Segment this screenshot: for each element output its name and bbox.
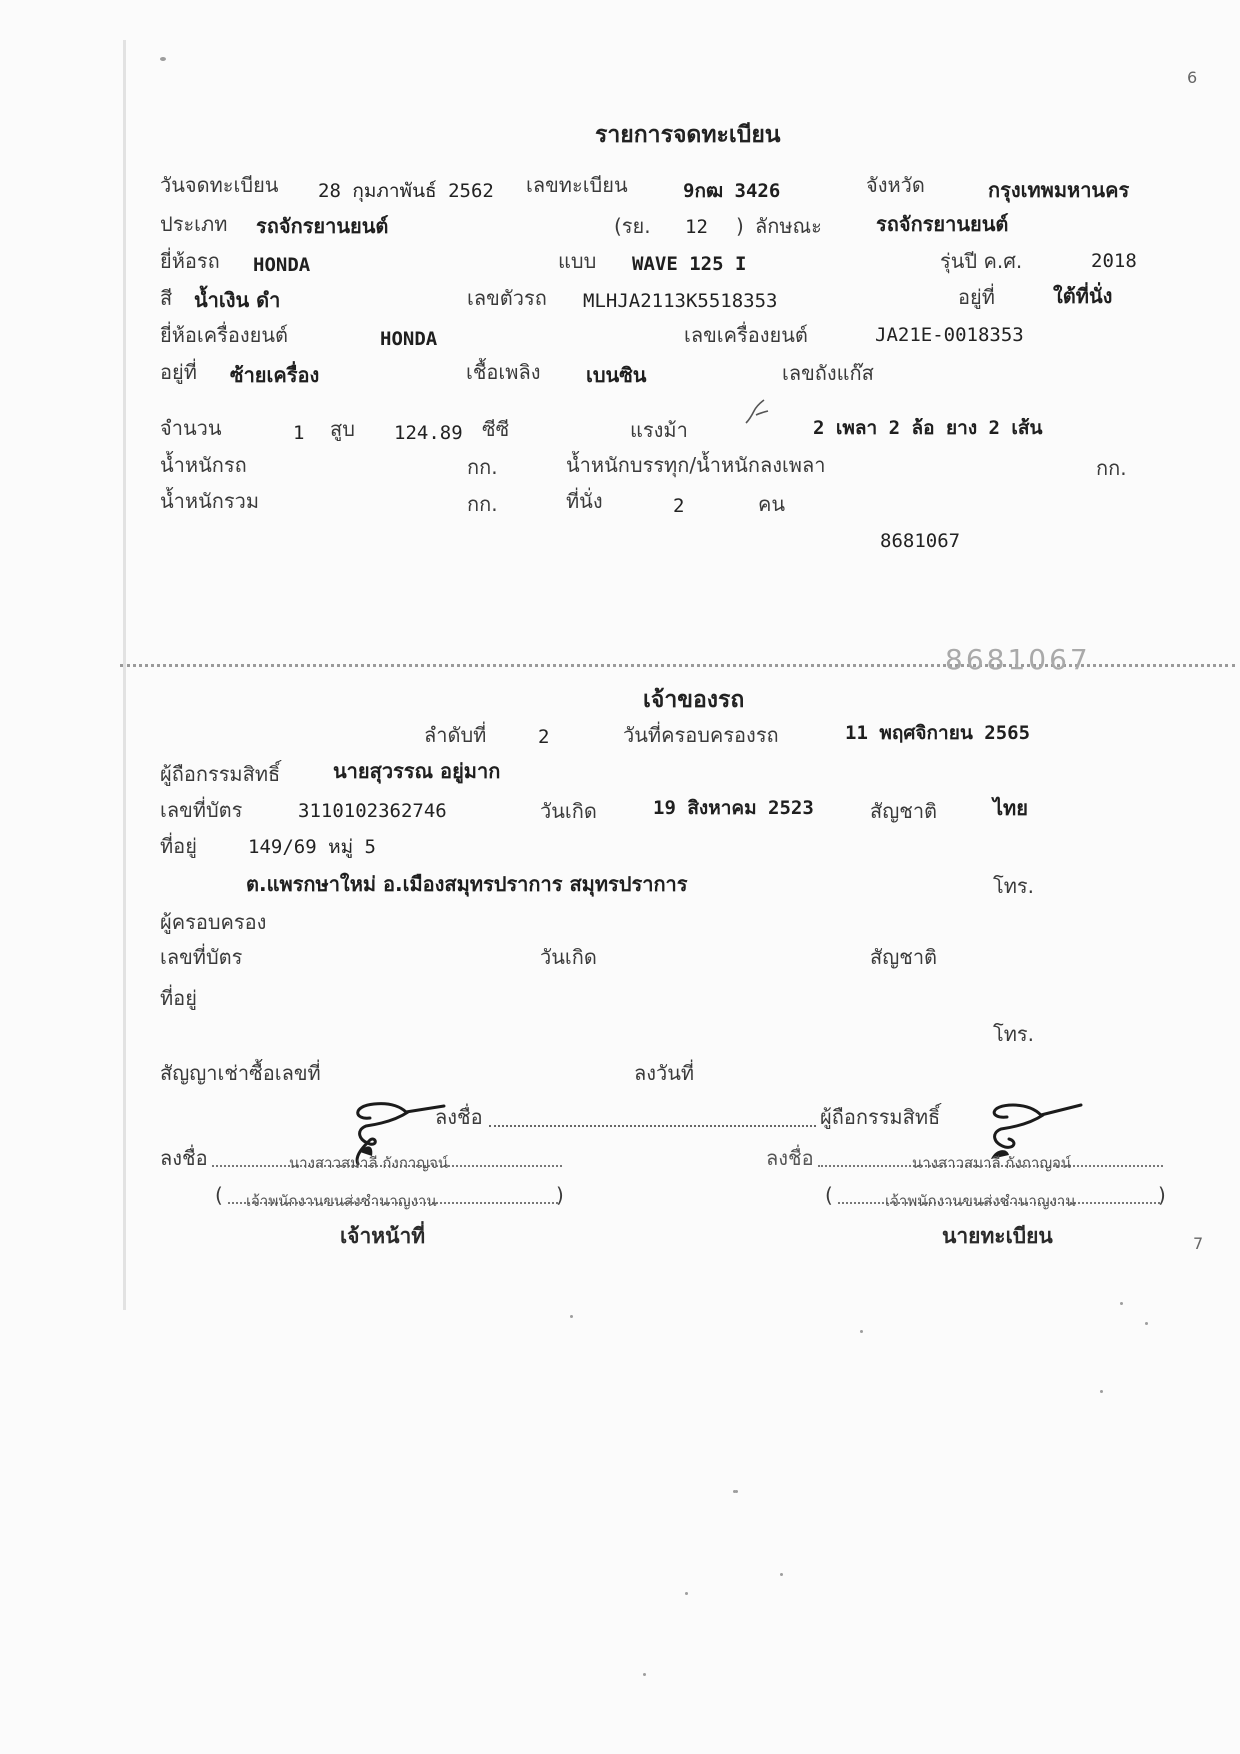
sequence-label: ลำดับที่	[424, 723, 487, 747]
cc-unit: ซีซี	[482, 417, 510, 441]
hire-purchase-label: สัญญาเช่าซื้อเลขที่	[160, 1061, 321, 1085]
plate-label: เลขทะเบียน	[526, 173, 628, 197]
reg-date-value: 28 กุมภาพันธ์ 2562	[318, 180, 494, 202]
gas-tank-label: เลขถังแก๊ส	[782, 361, 874, 385]
seats-unit: คน	[758, 492, 786, 516]
holder-role-label: ผู้ถือกรรมสิทธิ์	[820, 1105, 941, 1129]
fuel-value: เบนซิน	[586, 363, 647, 387]
serial-stamp: 8681067	[945, 643, 1091, 676]
left-sign-label: ลงชื่อ	[160, 1146, 208, 1170]
nationality-label: สัญชาติ	[870, 799, 938, 823]
engine-number-value: JA21E-0018353	[875, 324, 1024, 346]
province-label: จังหวัด	[866, 173, 925, 197]
owner-title: เจ้าของรถ	[643, 687, 745, 713]
possessor-nationality-label: สัญชาติ	[870, 945, 938, 969]
color-value: น้ำเงิน ดำ	[194, 288, 281, 312]
model-label: แบบ	[558, 249, 597, 273]
chassis-location-value: ใต้ที่นั่ง	[1053, 284, 1113, 308]
sequence-value: 2	[538, 726, 550, 748]
contract-date-label: ลงวันที่	[634, 1061, 695, 1085]
possessor-address-label: ที่อยู่	[160, 986, 197, 1010]
count-label: จำนวน	[160, 416, 222, 440]
address-label: ที่อยู่	[160, 834, 197, 858]
engine-brand-label: ยี่ห้อเครื่องยนต์	[160, 323, 289, 347]
kg-unit-2: กก.	[1096, 456, 1127, 480]
scan-speck	[643, 1673, 646, 1676]
plate-value: 9กฒ 3426	[683, 180, 781, 202]
page-number-top: 6	[1187, 68, 1198, 87]
possession-date-value: 11 พฤศจิกายน 2565	[845, 722, 1031, 744]
right-officer-name: นางสาวสมาลี กังกาญจน์	[912, 1154, 1072, 1172]
scan-speck	[733, 1490, 736, 1493]
vehicle-weight-label: น้ำหนักรถ	[160, 453, 247, 477]
right-paren-close: )	[1158, 1183, 1166, 1207]
left-paren-close: )	[556, 1183, 564, 1207]
brand-label: ยี่ห้อรถ	[160, 249, 220, 273]
fuel-label: เชื้อเพลิง	[466, 360, 541, 384]
right-paren-open: (	[825, 1183, 833, 1207]
cc-value: 124.89	[394, 422, 463, 444]
registration-title: รายการจดทะเบียน	[595, 122, 781, 148]
possessor-phone-label: โทร.	[993, 1022, 1035, 1046]
possessor-birth-label: วันเกิด	[540, 945, 597, 969]
nationality-value: ไทย	[993, 796, 1028, 820]
ry-number: 12	[685, 216, 708, 238]
right-officer-title: นายทะเบียน	[942, 1224, 1053, 1248]
cylinders-value: 1	[293, 422, 305, 444]
type-value: รถจักรยานยนต์	[256, 214, 389, 238]
province-value: กรุงเทพมหานคร	[988, 178, 1130, 202]
engine-brand-value: HONDA	[380, 328, 438, 350]
left-officer-role: เจ้าพนักงานขนส่งชำนาญงาน	[246, 1192, 437, 1210]
page-number-bottom: 7	[1193, 1234, 1204, 1253]
reg-date-label: วันจดทะเบียน	[160, 173, 279, 197]
left-paren-open: (	[215, 1183, 223, 1207]
horsepower-label: แรงม้า	[630, 418, 688, 442]
id-card-value: 3110102362746	[298, 800, 447, 822]
possessor-id-label: เลขที่บัตร	[160, 945, 243, 969]
model-value: WAVE 125 I	[632, 253, 747, 275]
holder-label: ผู้ถือกรรมสิทธิ์	[160, 762, 281, 786]
cylinder-unit: สูบ	[330, 417, 355, 441]
right-officer-role: เจ้าพนักงานขนส่งชำนาญงาน	[885, 1192, 1076, 1210]
chassis-value: MLHJA2113K5518353	[583, 290, 778, 312]
engine-number-label: เลขเครื่องยนต์	[684, 323, 808, 347]
phone-label: โทร.	[993, 874, 1035, 898]
pen-scribble-mark	[742, 397, 772, 427]
possession-date-label: วันที่ครอบครองรถ	[623, 723, 779, 747]
holder-sign-label: ลงชื่อ	[435, 1105, 483, 1129]
brand-value: HONDA	[253, 254, 311, 276]
left-officer-name: นางสาวสมาลี กังกาญจน์	[289, 1154, 449, 1172]
birth-date-value: 19 สิงหาคม 2523	[653, 797, 814, 819]
scan-speck	[570, 1315, 573, 1318]
scan-speck	[1145, 1322, 1148, 1325]
ry-close: )	[736, 214, 744, 238]
seats-label: ที่นั่ง	[566, 489, 603, 513]
kg-unit-1: กก.	[467, 455, 498, 479]
engine-location-value: ซ้ายเครื่อง	[230, 363, 320, 387]
scan-speck	[1100, 1390, 1103, 1393]
page-edge-line	[123, 40, 126, 1310]
scan-speck	[685, 1592, 688, 1595]
serial-number: 8681067	[880, 530, 961, 552]
characteristic-value: รถจักรยานยนต์	[876, 212, 1009, 236]
right-sign-label: ลงชื่อ	[766, 1146, 814, 1170]
chassis-label: เลขตัวรถ	[467, 286, 547, 310]
load-weight-label: น้ำหนักบรรทุก/น้ำหนักลงเพลา	[566, 453, 826, 477]
ry-open: (รย.	[614, 214, 651, 238]
gross-weight-label: น้ำหนักรวม	[160, 489, 260, 513]
characteristic-label: ลักษณะ	[755, 214, 822, 238]
scan-speck	[1120, 1302, 1123, 1305]
color-label: สี	[160, 286, 173, 310]
left-officer-title: เจ้าหน้าที่	[340, 1224, 426, 1248]
year-value: 2018	[1091, 250, 1137, 272]
axles-value: 2 เพลา 2 ล้อ ยาง 2 เส้น	[813, 417, 1043, 439]
scan-speck	[160, 57, 166, 61]
seats-value: 2	[673, 495, 685, 517]
id-card-label: เลขที่บัตร	[160, 798, 243, 822]
type-label: ประเภท	[160, 212, 228, 236]
birth-date-label: วันเกิด	[540, 799, 597, 823]
possessor-label: ผู้ครอบครอง	[160, 910, 267, 934]
scan-speck	[860, 1330, 863, 1333]
engine-location-label: อยู่ที่	[160, 360, 197, 384]
address-line-2: ต.แพรกษาใหม่ อ.เมืองสมุทรปราการ สมุทรปราการ	[246, 872, 688, 896]
holder-name: นายสุวรรณ อยู่มาก	[333, 759, 501, 783]
chassis-location-label: อยู่ที่	[958, 285, 995, 309]
address-line-1: 149/69 หมู่ 5	[248, 836, 376, 858]
holder-sign-line	[489, 1113, 816, 1127]
kg-unit-3: กก.	[467, 492, 498, 516]
year-label: รุ่นปี ค.ศ.	[940, 249, 1023, 273]
scan-speck	[780, 1573, 783, 1576]
